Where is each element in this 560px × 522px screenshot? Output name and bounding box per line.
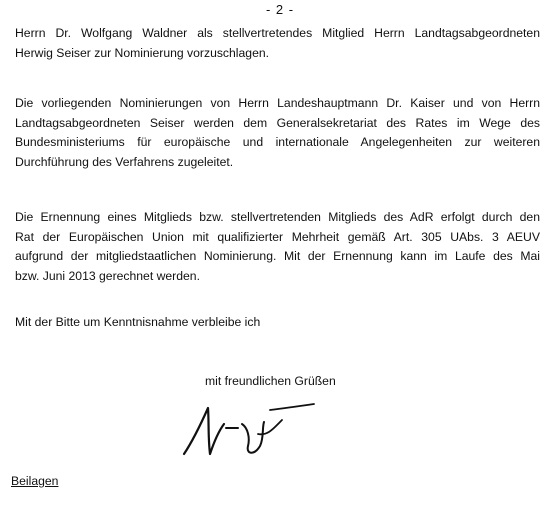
attachments-heading: Beilagen: [11, 474, 59, 488]
paragraph-line: Rat der Europäischen Union mit qualifizierter Mehrheit gemäß Art. 305 UAbs. 3 AEUV: [15, 229, 540, 244]
paragraph-line: Landtagsabgeordneten Seiser werden dem Generalsekretariat des Rates im Wege des: [15, 115, 540, 130]
paragraph-forwarding: [15, 94, 540, 172]
paragraph-line: bzw. Juni 2013 gerechnet werden.: [15, 268, 200, 283]
paragraph-line: Durchführung des Verfahrens zugeleitet.: [15, 154, 234, 169]
paragraph-appointment: [15, 208, 540, 286]
paragraph-nomination: [15, 24, 540, 63]
paragraph-line: aufgrund der mitgliedstaatlichen Nominierung. Mit der Ernennung kann im Laufe des Mai: [15, 249, 540, 263]
paragraph-line: Die vorliegenden Nominierungen von Herrn Landeshauptmann Dr. Kaiser und von Herrn: [15, 96, 540, 110]
closing-salutation: mit freundlichen Grüßen: [205, 374, 336, 388]
paragraph-line: Die Ernennung eines Mitglieds bzw. stellvertretenden Mitglieds des AdR erfolgt durch den: [15, 210, 540, 224]
paragraph-line: Bundesministeriums für europäische und internationale Angelegenheiten zur weiteren: [15, 135, 540, 149]
page-number: - 2 -: [265, 2, 295, 17]
paragraph-line: Herwig Seiser zur Nominierung vorzuschlagen.: [15, 45, 270, 60]
handwritten-signature: [178, 398, 318, 460]
paragraph-line: Mit der Bitte um Kenntnisnahme verbleibe ich: [15, 315, 261, 329]
paragraph-line: Herrn Dr. Wolfgang Waldner als stellvertretendes Mitglied Herrn Landtagsabgeordneten: [15, 26, 540, 40]
paragraph-request: [15, 313, 540, 333]
